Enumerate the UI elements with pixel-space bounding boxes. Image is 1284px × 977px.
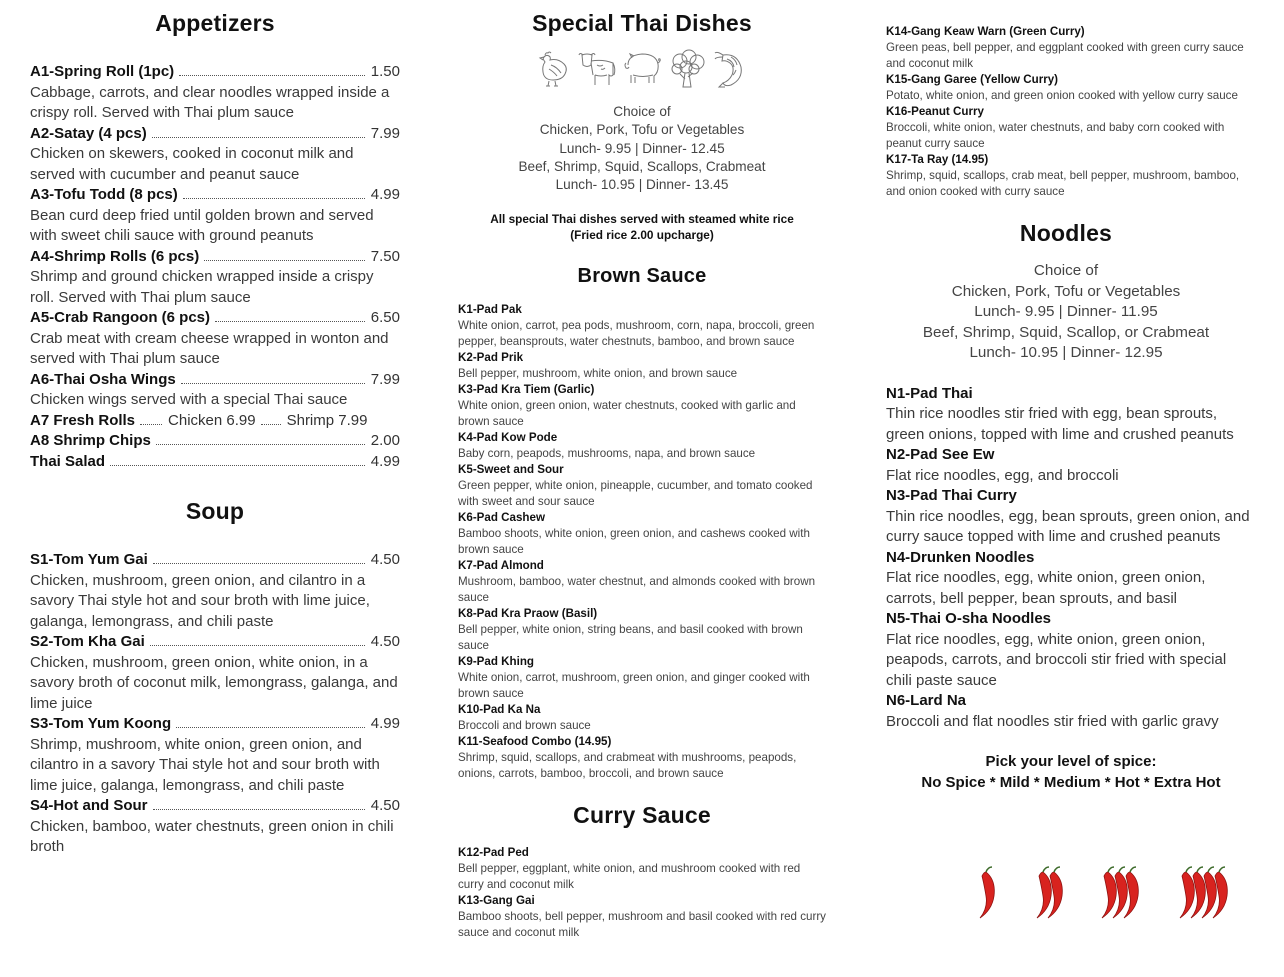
item-description: Bell pepper, white onion, string beans, and basil cooked with brown sauce (458, 623, 803, 653)
leader-dots (152, 137, 365, 138)
pepper-stem (1054, 867, 1060, 872)
pepper-stem (986, 867, 992, 872)
special-choice (458, 103, 826, 194)
special-note (458, 211, 826, 243)
leader-dots (156, 444, 365, 445)
appetizers-title: Appetizers (155, 10, 275, 36)
choice-line: Lunch- 9.95 | Dinner- 11.95 (974, 303, 1158, 320)
pepper-stem (1186, 867, 1192, 872)
menu-item (30, 431, 400, 452)
menu-item (458, 654, 826, 702)
pepper-group-3 (1102, 867, 1138, 918)
item-description: Flat rice noodles, egg, white onion, green onion, peapods, carrots, and broccoli stir fried with special chili paste sauce (886, 630, 1227, 689)
item-price: 4.99 (370, 715, 400, 732)
spice-levels: No Spice * Mild * Medium * Hot * Extra Hot (921, 773, 1221, 791)
choice-line: Beef, Shrimp, Squid, Scallops, Crabmeat (518, 158, 766, 174)
note-line: (Fried rice 2.00 upcharge) (570, 228, 714, 243)
menu-item (886, 486, 1256, 548)
leader-dots (179, 75, 365, 76)
item-price: 7.50 (370, 247, 400, 265)
item-description: Bamboo shoots, bell pepper, mushroom and basil cooked with red curry sauce and coconut milk (458, 910, 826, 940)
item-description: Baby corn, peapods, mushrooms, napa, and brown sauce (458, 447, 756, 461)
item-name: K13-Gang Gai (458, 894, 535, 908)
menu-item (458, 845, 826, 893)
item-name: A4-Shrimp Rolls (6 pcs) (30, 247, 200, 265)
menu-item (886, 104, 1256, 152)
item-name: K17-Ta Ray (14.95) (886, 153, 989, 166)
item-header (30, 452, 400, 473)
item-name: K14-Gang Keaw Warn (Green Curry) (886, 25, 1085, 38)
item-name: N5-Thai O-sha Noodles (886, 610, 1052, 627)
pepper-stem (1043, 867, 1049, 872)
item-description: Shrimp, mushroom, white onion, green onion, and cilantro in a savory Thai style hot and sour broth with lime juice, galanga, lemongrass, and chili paste (30, 735, 380, 794)
menu-item (458, 558, 826, 606)
item-description: White onion, carrot, mushroom, green onion, and ginger cooked with brown sauce (458, 671, 810, 701)
item-name: K5-Sweet and Sour (458, 463, 564, 477)
menu-item (886, 548, 1256, 610)
item-description: Shrimp, squid, scallops, crab meat, bell pepper, mushroom, bamboo, and onion cooked with curry sauce (886, 169, 1240, 198)
menu-item (30, 550, 400, 632)
menu-item (30, 452, 400, 473)
leader-dots (140, 424, 162, 425)
item-price: 6.50 (370, 309, 400, 326)
menu-item (458, 462, 826, 510)
spice-title: Pick your level of spice: (985, 753, 1157, 770)
special-title: Special Thai Dishes (532, 10, 752, 36)
leader-dots (181, 383, 365, 384)
menu-item (458, 510, 826, 558)
pepper-stem (1219, 867, 1225, 872)
item-name: Thai Salad (30, 452, 106, 470)
item-name: K4-Pad Kow Pode (458, 431, 558, 445)
item-price: 7.99 (370, 370, 400, 388)
soup-list (30, 550, 400, 858)
item-price: 2.00 (370, 432, 400, 449)
item-description: White onion, carrot, pea pods, mushroom, corn, napa, broccoli, green pepper, beansprouts, water chestnuts, bamboo, and brown sauce (458, 319, 815, 349)
item-name: K7-Pad Almond (458, 559, 544, 573)
choice-line: Lunch- 10.95 | Dinner- 13.45 (555, 177, 729, 193)
pig-icon (623, 49, 663, 87)
pepper-stem (1130, 867, 1136, 872)
menu-item (458, 734, 826, 782)
item-description: Chicken, mushroom, green onion, and cilantro in a savory Thai style hot and sour broth with lime juice, galanga, lemongrass, and chili paste (30, 571, 370, 630)
chicken-icon (535, 49, 571, 87)
pepper-stem (1197, 867, 1203, 872)
item-name: K9-Pad Khing (458, 655, 535, 669)
item-price: 4.99 (370, 452, 400, 470)
brown-sauce-list (458, 302, 826, 782)
appetizer-tail (30, 431, 400, 472)
appetizer-list (30, 62, 400, 411)
right-column (886, 0, 1256, 793)
pepper-group-1 (980, 867, 994, 918)
item-name: N1-Pad Thai (886, 384, 973, 402)
menu-item (458, 350, 826, 382)
item-description: Broccoli and brown sauce (458, 719, 591, 733)
item-name: N3-Pad Thai Curry (886, 487, 1017, 504)
choice-line: Chicken, Pork, Tofu or Vegetables (539, 122, 745, 138)
item-price: 7.99 (370, 124, 400, 142)
choice-line: Chicken, Pork, Tofu or Vegetables (951, 282, 1181, 300)
item-price: 1.50 (370, 63, 400, 80)
note-line: All special Thai dishes served with steamed white rice (490, 212, 794, 227)
item-price: 4.50 (370, 551, 400, 568)
item-name: K3-Pad Kra Tiem (Garlic) (458, 383, 595, 397)
item-name: K16-Peanut Curry (886, 105, 984, 118)
item-name: A5-Crab Rangoon (6 pcs) (30, 309, 211, 326)
leader-dots (153, 563, 365, 564)
spice-section (886, 752, 1256, 793)
menu-item (458, 893, 826, 941)
curry-sauce-list (458, 845, 826, 941)
item-description: Green peas, bell pepper, and eggplant cooked with green curry sauce and coconut milk (886, 41, 1244, 70)
choice-line: Choice of (1033, 262, 1099, 279)
leader-dots (204, 260, 365, 261)
item-name: S4-Hot and Sour (30, 797, 148, 814)
item-header (30, 124, 400, 145)
pepper-stem (1208, 867, 1214, 872)
item-header (30, 370, 400, 391)
menu-item (30, 632, 400, 714)
leader-dots (150, 645, 365, 646)
item-description: Bell pepper, eggplant, white onion, and mushroom cooked with red curry and coconut milk (458, 862, 801, 892)
curry-sauce-continued-list (886, 24, 1256, 200)
noodle-list (886, 384, 1256, 733)
menu-item (886, 384, 1256, 446)
menu-item (886, 609, 1256, 691)
item-name: A6-Thai Osha Wings (30, 370, 176, 388)
menu-item (886, 152, 1256, 200)
curry-sauce-title: Curry Sauce (573, 802, 711, 829)
item-name: K12-Pad Ped (458, 846, 529, 860)
item-price: Chicken 6.99 (168, 411, 256, 429)
leader-dots (215, 321, 365, 322)
menu-item (30, 62, 400, 124)
item-description: Bean curd deep fried until golden brown and served with sweet chili sauce with ground peanuts (30, 206, 374, 244)
item-header (30, 550, 400, 571)
item-name: A3-Tofu Todd (8 pcs) (30, 186, 178, 203)
item-description: Potato, white onion, and green onion cooked with yellow curry sauce (886, 89, 1238, 102)
menu-item (458, 702, 826, 734)
item-description: Chicken wings served with a special Thai sauce (30, 391, 348, 408)
item-name: A8 Shrimp Chips (30, 432, 151, 449)
item-price: 4.50 (370, 797, 400, 814)
item-description: Chicken on skewers, cooked in coconut milk and served with cucumber and peanut sauce (30, 145, 354, 183)
menu-item (458, 430, 826, 462)
left-column (30, 0, 400, 858)
pepper-stem (1119, 867, 1125, 872)
chili-pepper-icon (1037, 872, 1051, 918)
item-description: Broccoli and flat noodles stir fried with garlic gravy (886, 712, 1219, 730)
menu-item (30, 714, 400, 796)
item-header (30, 247, 400, 268)
item-description: White onion, green onion, water chestnuts, cooked with garlic and brown sauce (458, 399, 796, 429)
choice-line: Lunch- 9.95 | Dinner- 12.45 (559, 140, 725, 156)
item-price: 4.99 (370, 186, 400, 203)
item-name: N4-Drunken Noodles (886, 548, 1035, 566)
item-name: A2-Satay (4 pcs) (30, 124, 147, 142)
item-name: K6-Pad Cashew (458, 511, 545, 525)
chili-pepper-icon (980, 872, 994, 918)
leader-dots (153, 809, 365, 810)
pepper-group-2 (1037, 867, 1062, 918)
item-name: A7 Fresh Rolls (30, 411, 136, 429)
item-description: Shrimp, squid, scallops, and crabmeat with mushrooms, peapods, onions, carrots, bamboo, broccoli, and brown sauce (458, 751, 797, 781)
shrimp-icon (713, 49, 749, 89)
pepper-group-4 (1180, 867, 1227, 918)
menu-item (30, 247, 400, 309)
animal-illustrations (458, 49, 826, 89)
item-name: S2-Tom Kha Gai (30, 633, 145, 650)
leader-dots (110, 465, 365, 466)
soup-title: Soup (185, 498, 245, 524)
item-header (30, 185, 400, 206)
choice-line: Choice of (613, 104, 671, 119)
item-header (30, 714, 400, 735)
menu-item (30, 185, 400, 247)
item-name: N2-Pad See Ew (886, 446, 995, 463)
leader-dots (261, 424, 281, 425)
menu-item (30, 124, 400, 186)
item-description: Green pepper, white onion, pineapple, cucumber, and tomato cooked with sweet and sour sauce (458, 479, 813, 509)
fresh-rolls-item (30, 411, 400, 432)
pepper-stem (1108, 867, 1114, 872)
item-name: K1-Pad Pak (458, 303, 522, 317)
menu-item (458, 302, 826, 350)
item-name: S3-Tom Yum Koong (30, 715, 172, 732)
item-name: K8-Pad Kra Praow (Basil) (458, 607, 598, 621)
cow-icon (577, 49, 617, 89)
menu-item (30, 308, 400, 370)
item-description: Crab meat with cream cheese wrapped in wonton and served with Thai plum sauce (30, 329, 389, 367)
choice-line: Lunch- 10.95 | Dinner- 12.95 (969, 344, 1163, 361)
item-name: S1-Tom Yum Gai (30, 551, 148, 568)
menu-item (886, 72, 1256, 104)
item-name: K2-Pad Prik (458, 351, 524, 365)
item-description: Broccoli, white onion, water chestnuts, and baby corn cooked with peanut curry sauce (886, 121, 1225, 150)
chili-pepper-icon (1102, 872, 1116, 918)
item-description: Flat rice noodles, egg, white onion, green onion, carrots, bell pepper, bean sprouts, and basil (886, 569, 1206, 607)
chili-pepper-icon (1180, 872, 1194, 918)
noodles-title: Noodles (1019, 220, 1113, 246)
choice-line: Beef, Shrimp, Squid, Scallop, or Crabmeat (922, 323, 1210, 341)
item-description: Mushroom, bamboo, water chestnut, and almonds cooked with brown sauce (458, 575, 816, 605)
noodles-choice (876, 261, 1256, 364)
menu-item (458, 382, 826, 430)
item-description: Cabbage, carrots, and clear noodles wrapped inside a crispy roll. Served with Thai plum sauce (30, 83, 390, 121)
item-description: Bamboo shoots, white onion, green onion, and cashews cooked with brown sauce (458, 527, 810, 557)
menu-item (30, 796, 400, 858)
menu-item (886, 445, 1256, 486)
spice-peppers (970, 866, 1260, 926)
item-description: Thin rice noodles, egg, bean sprouts, green onion, and curry sauce topped with lime and crushed peanuts (886, 507, 1250, 545)
item-header (30, 308, 400, 329)
item-name: K10-Pad Ka Na (458, 703, 541, 717)
item-name: A1-Spring Roll (1pc) (30, 63, 175, 80)
menu-item (886, 691, 1256, 732)
item-description: Thin rice noodles stir fried with egg, bean sprouts, green onions, topped with lime and crushed peanuts (886, 405, 1234, 443)
item-description: Shrimp and ground chicken wrapped inside a crispy roll. Served with Thai plum sauce (30, 268, 374, 306)
item-description: Chicken, mushroom, green onion, white onion, in a savory broth of coconut milk, lemongrass, galanga, and lime juice (30, 653, 398, 712)
item-price: Shrimp 7.99 (286, 411, 368, 429)
item-description: Chicken, bamboo, water chestnuts, green onion in chili broth (30, 817, 394, 855)
leader-dots (176, 727, 365, 728)
item-header (30, 62, 400, 83)
item-header (30, 632, 400, 653)
middle-column (458, 0, 826, 941)
menu-item (30, 370, 400, 411)
menu-item (458, 606, 826, 654)
menu-item (886, 24, 1256, 72)
item-price: 4.50 (370, 633, 400, 650)
broccoli-icon (669, 49, 707, 89)
item-header (30, 431, 400, 452)
item-description: Bell pepper, mushroom, white onion, and brown sauce (458, 367, 738, 381)
brown-sauce-title: Brown Sauce (577, 265, 707, 288)
item-name: K11-Seafood Combo (14.95) (458, 735, 612, 749)
leader-dots (183, 198, 365, 199)
item-description: Flat rice noodles, egg, and broccoli (886, 466, 1119, 484)
item-name: N6-Lard Na (886, 692, 967, 709)
item-header (30, 796, 400, 817)
item-name: K15-Gang Garee (Yellow Curry) (886, 73, 1059, 86)
